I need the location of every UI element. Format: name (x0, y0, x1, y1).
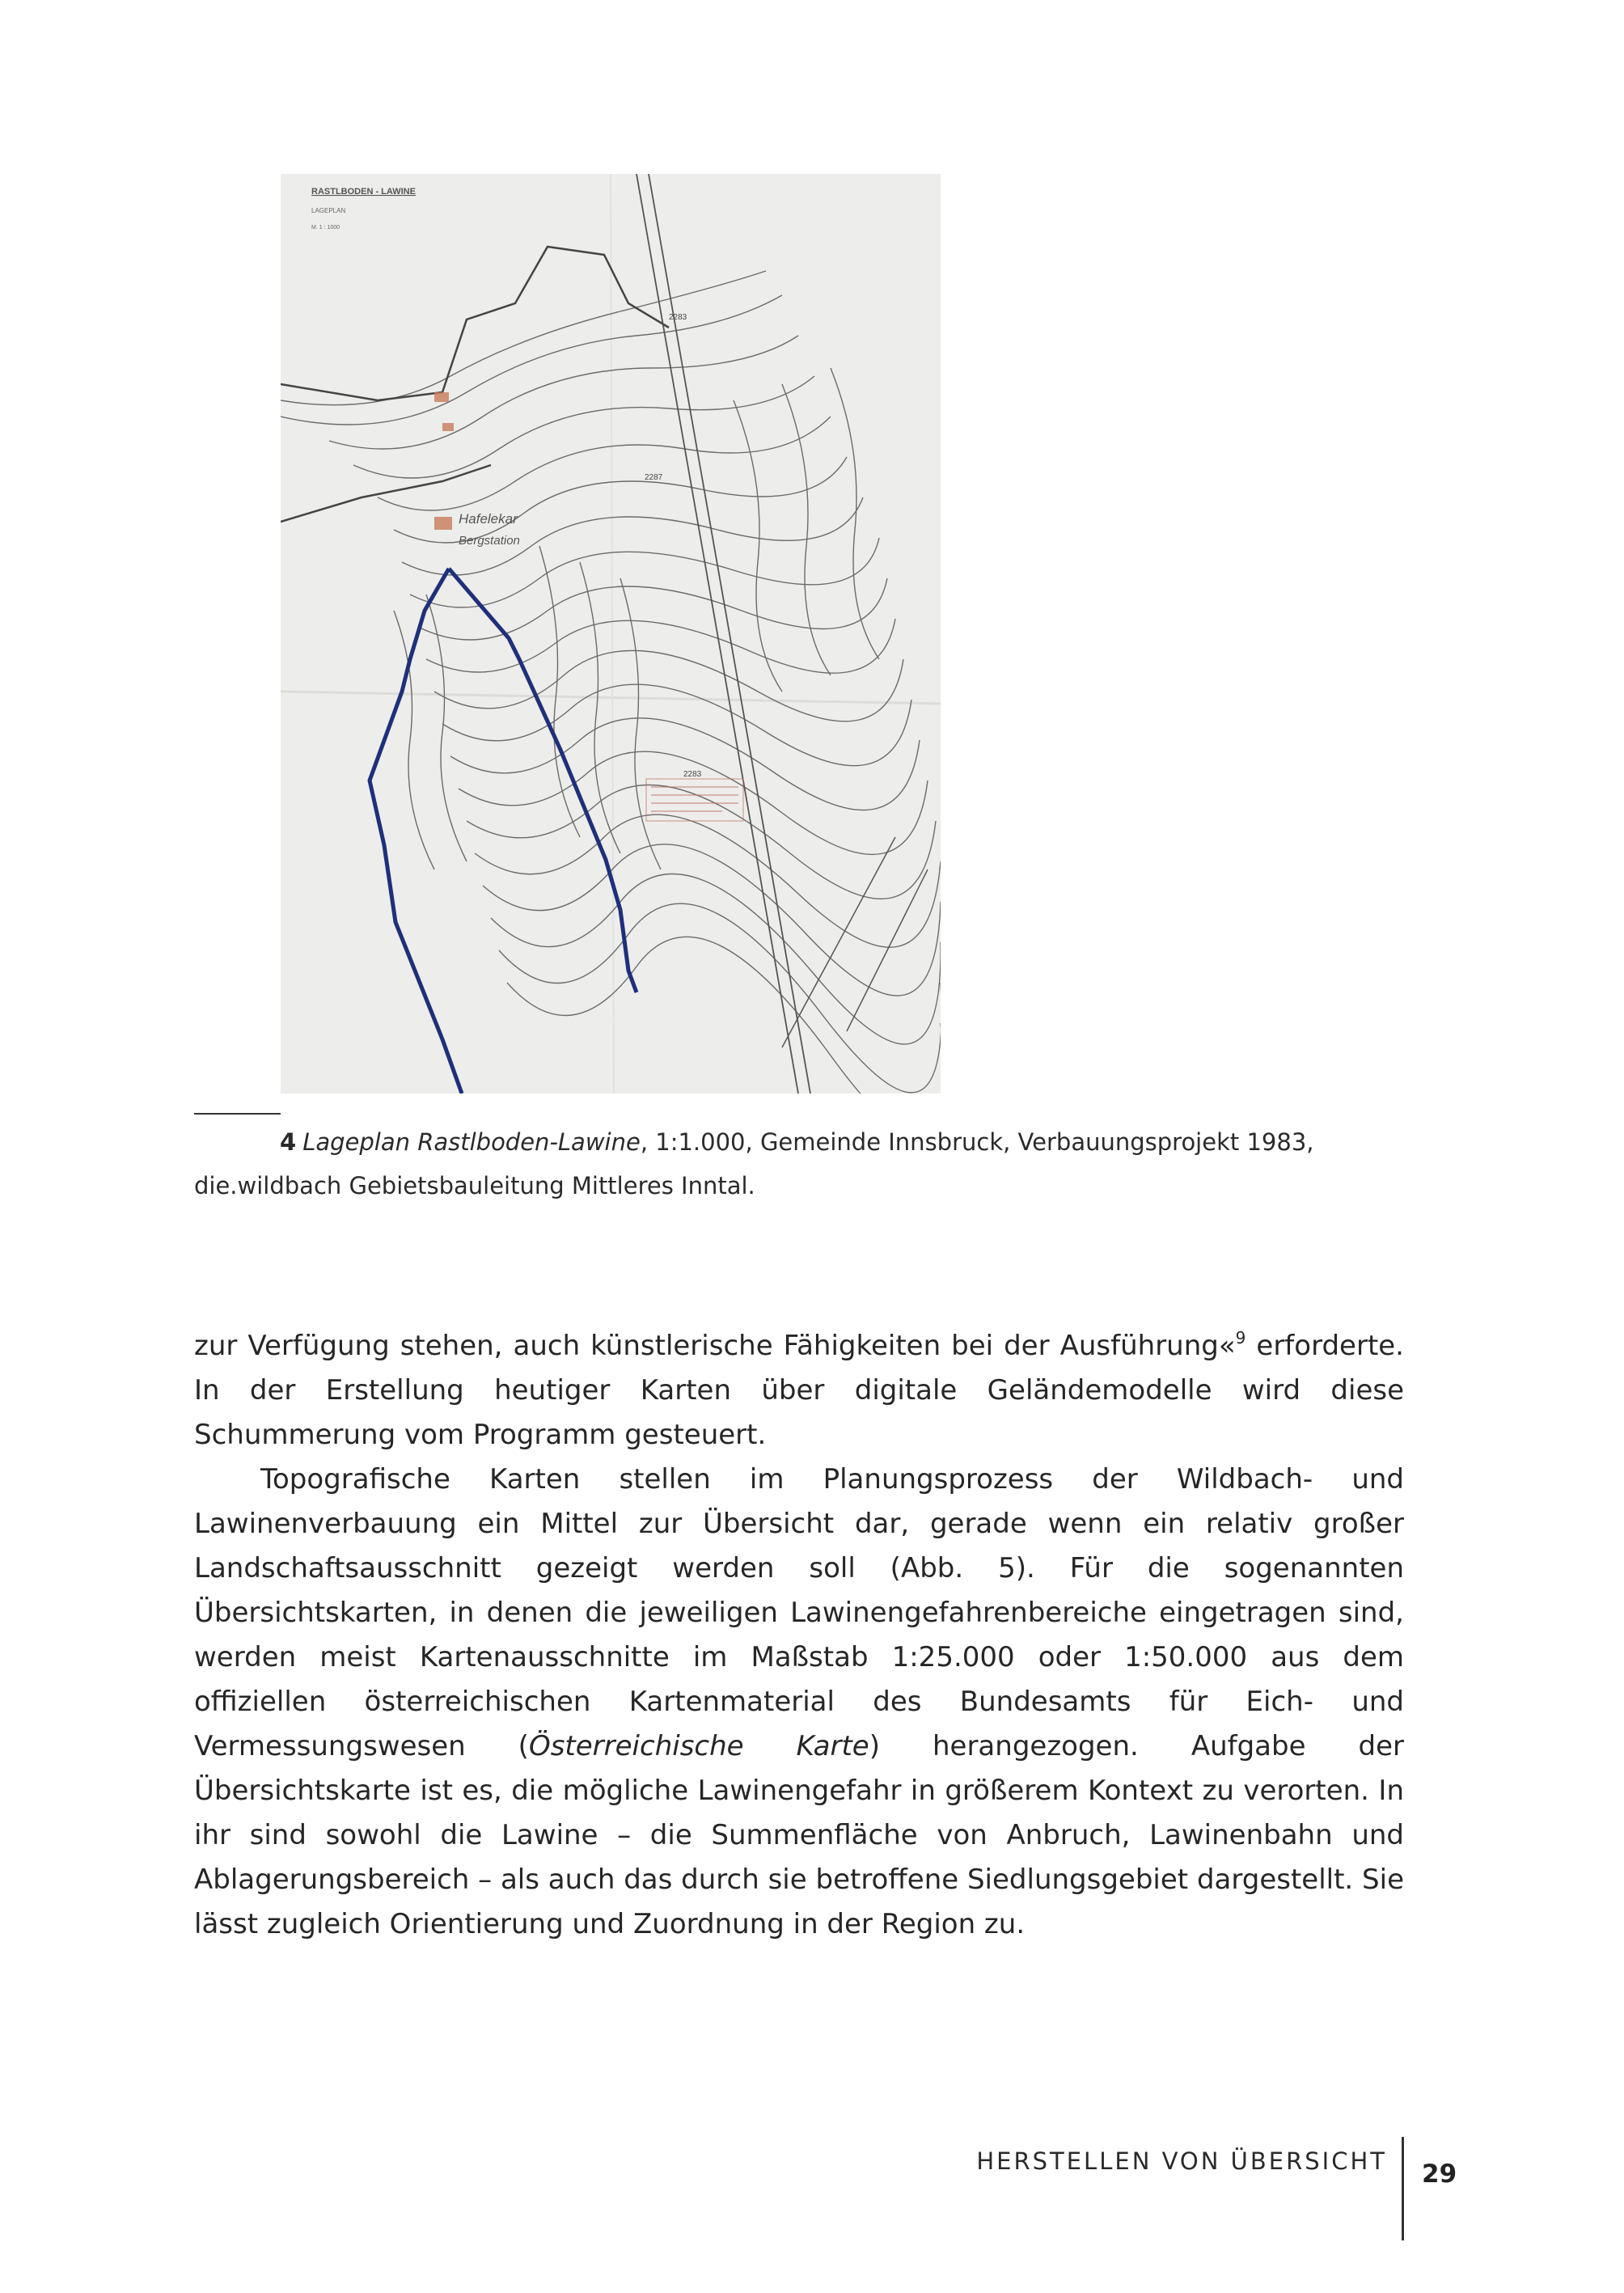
elevation-label: 2287 (645, 473, 663, 482)
building (434, 392, 449, 402)
caption-number: 4 (280, 1128, 297, 1156)
page-number: 29 (1422, 2160, 1457, 2189)
italic-term: Österreichische Karte (528, 1730, 869, 1762)
hut-label: Hafelekar (459, 511, 518, 527)
caption-title: Lageplan Rastlboden-Lawine (302, 1128, 641, 1156)
map-subtitle: LAGEPLAN (311, 207, 346, 214)
map-figure (281, 174, 941, 1094)
building (434, 517, 452, 530)
caption-text: , 1:1.000, Gemeinde Innsbruck, Verbauungsprojekt 1983, die.wildbach Gebietsbauleitung Mittleres Inntal. (194, 1128, 1314, 1199)
map-title: RASTLBODEN - LAWINE (311, 187, 416, 197)
station-label: Bergstation (459, 534, 520, 548)
map-scale: M. 1 : 1000 (311, 225, 340, 231)
elevation-label: 2283 (669, 313, 687, 322)
footer-rule (1402, 2137, 1404, 2240)
elevation-label: 2283 (683, 770, 702, 779)
caption-rule (194, 1113, 281, 1115)
topographic-map (281, 174, 941, 1094)
body-text (194, 1324, 1404, 1947)
paragraph-1: zur Verfügung stehen, auch künstlerische Fähigkeiten bei der Ausführung«$^9$ erforderte. In der Erstellung heutiger Karten über digitale Geländemodelle wird diese Schummerung vom Programm gesteuert. (194, 1328, 1404, 1451)
footnote-ref: 9 (1235, 1328, 1246, 1347)
paragraph-2: Topografische Karten stellen im Planungsprozess der Wildbach- und Lawinenverbauung ein Mittel zur Übersicht dar, gerade wenn ein relativ großer Landschaftsausschnitt gezeigt werden soll (Abb. 5). Für die sogenannten Übersichtskarten, in denen die jeweiligen Lawinengefahrenbereiche eingetragen sind, werden meist Kartenausschnitte im Maßstab 1:25.000 oder 1:50.000 aus dem offiziellen österreichischen Kartenmaterial des Bundesamts für Eich- und Vermessungswesen (Österreichische Karte) herangezogen. Aufgabe der Übersichtskarte ist es, die mögliche Lawinengefahr in größerem Kontext zu verorten. In ihr sind sowohl die Lawine – die Summenfläche von Anbruch, Lawinenbahn und Ablagerungsbereich – als auch das durch sie betroffene Siedlungsgebiet dargestellt. Sie lässt zugleich Orientierung und Zuordnung in der Region zu. (194, 1463, 1404, 1940)
running-head: HERSTELLEN VON ÜBERSICHT (976, 2147, 1387, 2175)
building (442, 423, 454, 431)
figure-caption (194, 1120, 1391, 1208)
